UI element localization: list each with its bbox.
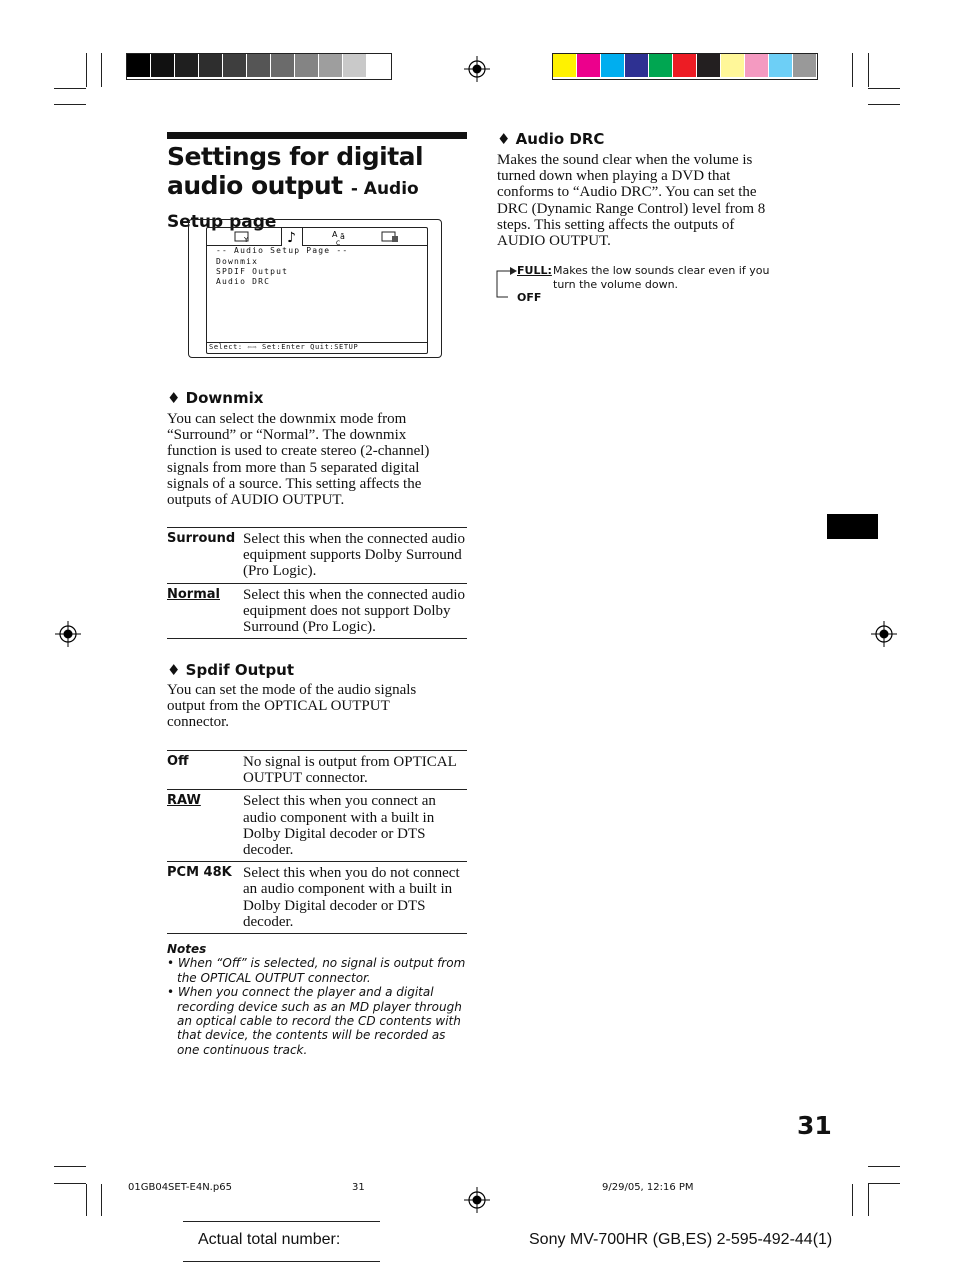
screen-tab-row bbox=[207, 228, 427, 246]
registration-mark-icon bbox=[464, 56, 490, 82]
table-row bbox=[167, 583, 467, 639]
gray-calibration-bar bbox=[126, 53, 392, 80]
svg-text:Y: Y bbox=[244, 236, 249, 243]
screen-menu-item: Audio DRC bbox=[216, 277, 271, 286]
color-swatch bbox=[343, 54, 367, 77]
svg-text:A: A bbox=[332, 230, 338, 239]
color-swatch bbox=[673, 54, 697, 77]
general-icon bbox=[234, 231, 254, 243]
footer-rule bbox=[183, 1221, 380, 1222]
screen-menu bbox=[216, 257, 288, 287]
note-item: • When you connect the player and a digital recording device such as an MD player through an optical cable to record the CD contents with that device, the contents will be recorded as one continuous track. bbox=[167, 985, 462, 1057]
color-swatch bbox=[625, 54, 649, 77]
color-swatch bbox=[295, 54, 319, 77]
color-swatch bbox=[769, 54, 793, 77]
table-row bbox=[167, 862, 467, 934]
note-item: • When “Off” is selected, no signal is output from the OPTICAL OUTPUT connector. bbox=[167, 956, 466, 985]
table-row bbox=[167, 790, 467, 862]
table-row bbox=[167, 528, 467, 584]
page-title-sub: - Audio Setup page bbox=[167, 179, 419, 232]
color-swatch bbox=[151, 54, 175, 77]
registration-mark-icon bbox=[871, 621, 897, 647]
downmix-options-table bbox=[167, 527, 467, 639]
color-swatch bbox=[175, 54, 199, 77]
audio-icon bbox=[282, 228, 302, 246]
downmix-body: You can select the downmix mode from “Surround” or “Normal”. The downmix function is used to create stereo (2-channel) signals from more than 5 separated digital signals of a source. This setting affects the outputs of AUDIO OUTPUT. bbox=[167, 411, 430, 509]
page-title-main: Settings for digital audio output bbox=[167, 142, 424, 200]
screen-header: -- Audio Setup Page -- bbox=[216, 246, 349, 255]
table-row bbox=[167, 751, 467, 790]
screen-footer bbox=[209, 343, 358, 351]
parental-icon bbox=[381, 231, 401, 243]
screen-display bbox=[206, 227, 428, 354]
language-icon bbox=[331, 229, 353, 245]
option-desc: No signal is output from OPTICAL OUTPUT connector. bbox=[243, 754, 457, 787]
screen-menu-item: Downmix bbox=[216, 257, 259, 266]
notes bbox=[167, 942, 467, 1057]
color-calibration-bar bbox=[552, 53, 818, 80]
spdif-heading: ♦ Spdif Output bbox=[167, 661, 295, 679]
screen-footer-select: Select: bbox=[209, 343, 243, 351]
footer-rule bbox=[183, 1261, 380, 1262]
option-key: Off bbox=[167, 754, 189, 769]
option-key: Surround bbox=[167, 531, 236, 546]
footer-file: 01GB04SET-E4N.p65 bbox=[128, 1182, 232, 1193]
notes-heading: Notes bbox=[167, 942, 207, 956]
model-label: Sony MV-700HR (GB,ES) 2-595-492-44(1) bbox=[529, 1231, 833, 1248]
section-tab-block bbox=[827, 514, 878, 539]
screen-menu-item: SPDIF Output bbox=[216, 267, 289, 276]
audio-setup-screen bbox=[188, 219, 442, 358]
spdif-body: You can set the mode of the audio signals output from the OPTICAL OUTPUT connector. bbox=[167, 682, 417, 731]
footer-page: 31 bbox=[352, 1182, 365, 1193]
option-bracket-icon bbox=[492, 264, 518, 302]
drc-heading: ♦ Audio DRC bbox=[497, 130, 605, 148]
svg-text:♪: ♪ bbox=[287, 230, 296, 246]
color-swatch bbox=[127, 54, 151, 77]
color-swatch bbox=[745, 54, 769, 77]
actual-total-label: Actual total number: bbox=[198, 1231, 341, 1248]
title-rule bbox=[167, 132, 467, 139]
left-right-arrow-icon: ⇦⇨ bbox=[247, 343, 258, 351]
color-swatch bbox=[553, 54, 577, 77]
option-desc: Select this when the connected audio equipment supports Dolby Surround (Pro Logic). bbox=[243, 531, 466, 580]
option-key: RAW bbox=[167, 793, 201, 809]
footer-date: 9/29/05, 12:16 PM bbox=[602, 1182, 694, 1193]
color-swatch bbox=[247, 54, 271, 77]
audio-tab-selected bbox=[281, 228, 303, 246]
color-swatch bbox=[649, 54, 673, 77]
color-swatch bbox=[271, 54, 295, 77]
color-swatch bbox=[721, 54, 745, 77]
option-desc: Select this when you connect an audio component with a built in Dolby Digital decoder or DTS decoder. bbox=[243, 793, 436, 859]
drc-off-label: OFF bbox=[517, 291, 542, 304]
downmix-heading: ♦ Downmix bbox=[167, 389, 264, 407]
registration-mark-icon bbox=[55, 621, 81, 647]
page-number: 31 bbox=[797, 1111, 832, 1140]
option-key: Normal bbox=[167, 586, 220, 602]
drc-full-desc: Makes the low sounds clear even if you turn the volume down. bbox=[553, 264, 770, 291]
drc-full-label: FULL: bbox=[517, 264, 552, 277]
option-desc: Select this when you do not connect an audio component with a built in Dolby Digital decoder or DTS decoder. bbox=[243, 865, 460, 930]
svg-text:C: C bbox=[336, 240, 341, 245]
color-swatch bbox=[697, 54, 721, 77]
drc-body: Makes the sound clear when the volume is turned down when playing a DVD that conforms to “Audio DRC”. You can set the DRC (Dynamic Range Control) level from 8 steps. This setting affects the outputs of AUDIO OUTPUT. bbox=[497, 152, 766, 250]
color-swatch bbox=[577, 54, 601, 77]
svg-text:ā: ā bbox=[340, 232, 345, 241]
screen-footer-rest: Set:Enter Quit:SETUP bbox=[262, 343, 359, 351]
spdif-options-table bbox=[167, 750, 467, 934]
color-swatch bbox=[793, 54, 817, 77]
registration-mark-icon bbox=[464, 1187, 490, 1213]
option-key: PCM 48K bbox=[167, 865, 232, 881]
option-desc: Select this when the connected audio equipment does not support Dolby Surround (Pro Logic). bbox=[243, 586, 466, 636]
color-swatch bbox=[199, 54, 223, 77]
color-swatch bbox=[601, 54, 625, 77]
color-swatch bbox=[223, 54, 247, 77]
color-swatch bbox=[367, 54, 391, 77]
color-swatch bbox=[319, 54, 343, 77]
